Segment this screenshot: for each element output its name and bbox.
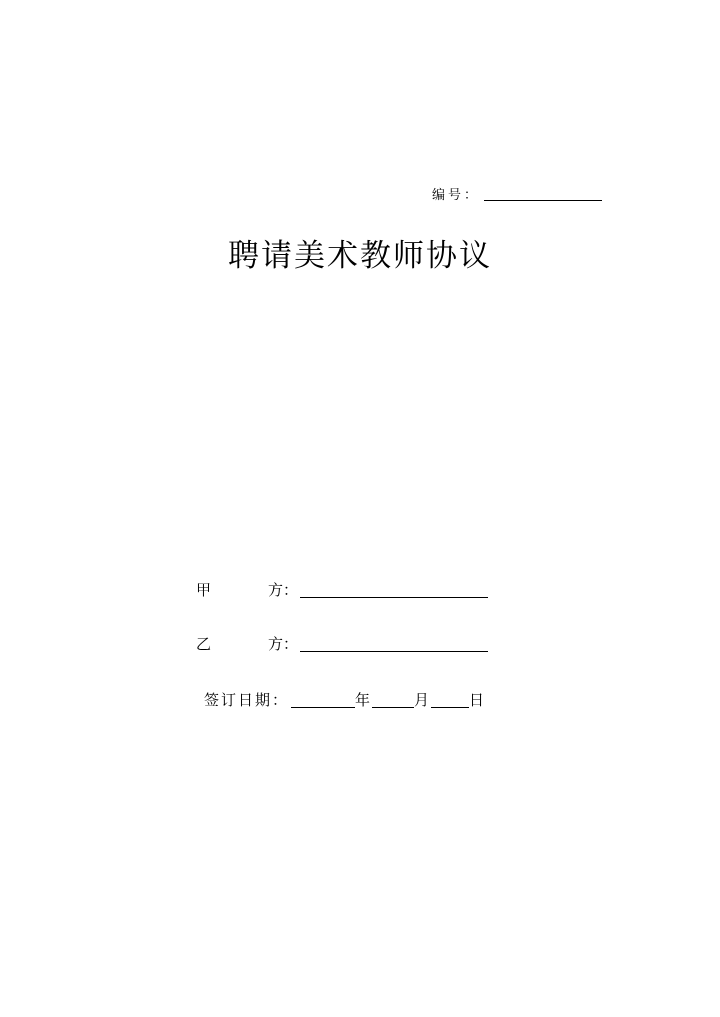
signing-month-label: 月: [414, 691, 432, 709]
party-b-label-suffix: 方：: [268, 635, 299, 653]
party-b-label-prefix: 乙: [196, 635, 212, 653]
signing-month-blank: [372, 691, 414, 708]
document-title: 聘请美术教师协议: [228, 238, 492, 274]
party-a-row: [196, 576, 488, 600]
document-number-label: 编号：: [432, 188, 481, 203]
party-b-row: [196, 630, 488, 654]
document-number-row: [432, 183, 602, 203]
signing-day-label: 日: [469, 691, 487, 709]
party-a-blank: [300, 581, 488, 598]
signing-day-blank: [431, 691, 469, 708]
party-b-blank: [300, 635, 488, 652]
signing-date-label: 签订日期：: [204, 691, 290, 709]
signing-year-label: 年: [355, 691, 373, 709]
party-a-label-prefix: 甲: [196, 581, 212, 599]
signing-year-blank: [291, 691, 355, 708]
document-number-blank: [484, 186, 602, 201]
party-a-label-suffix: 方：: [268, 581, 299, 599]
signing-date-row: [204, 686, 486, 710]
